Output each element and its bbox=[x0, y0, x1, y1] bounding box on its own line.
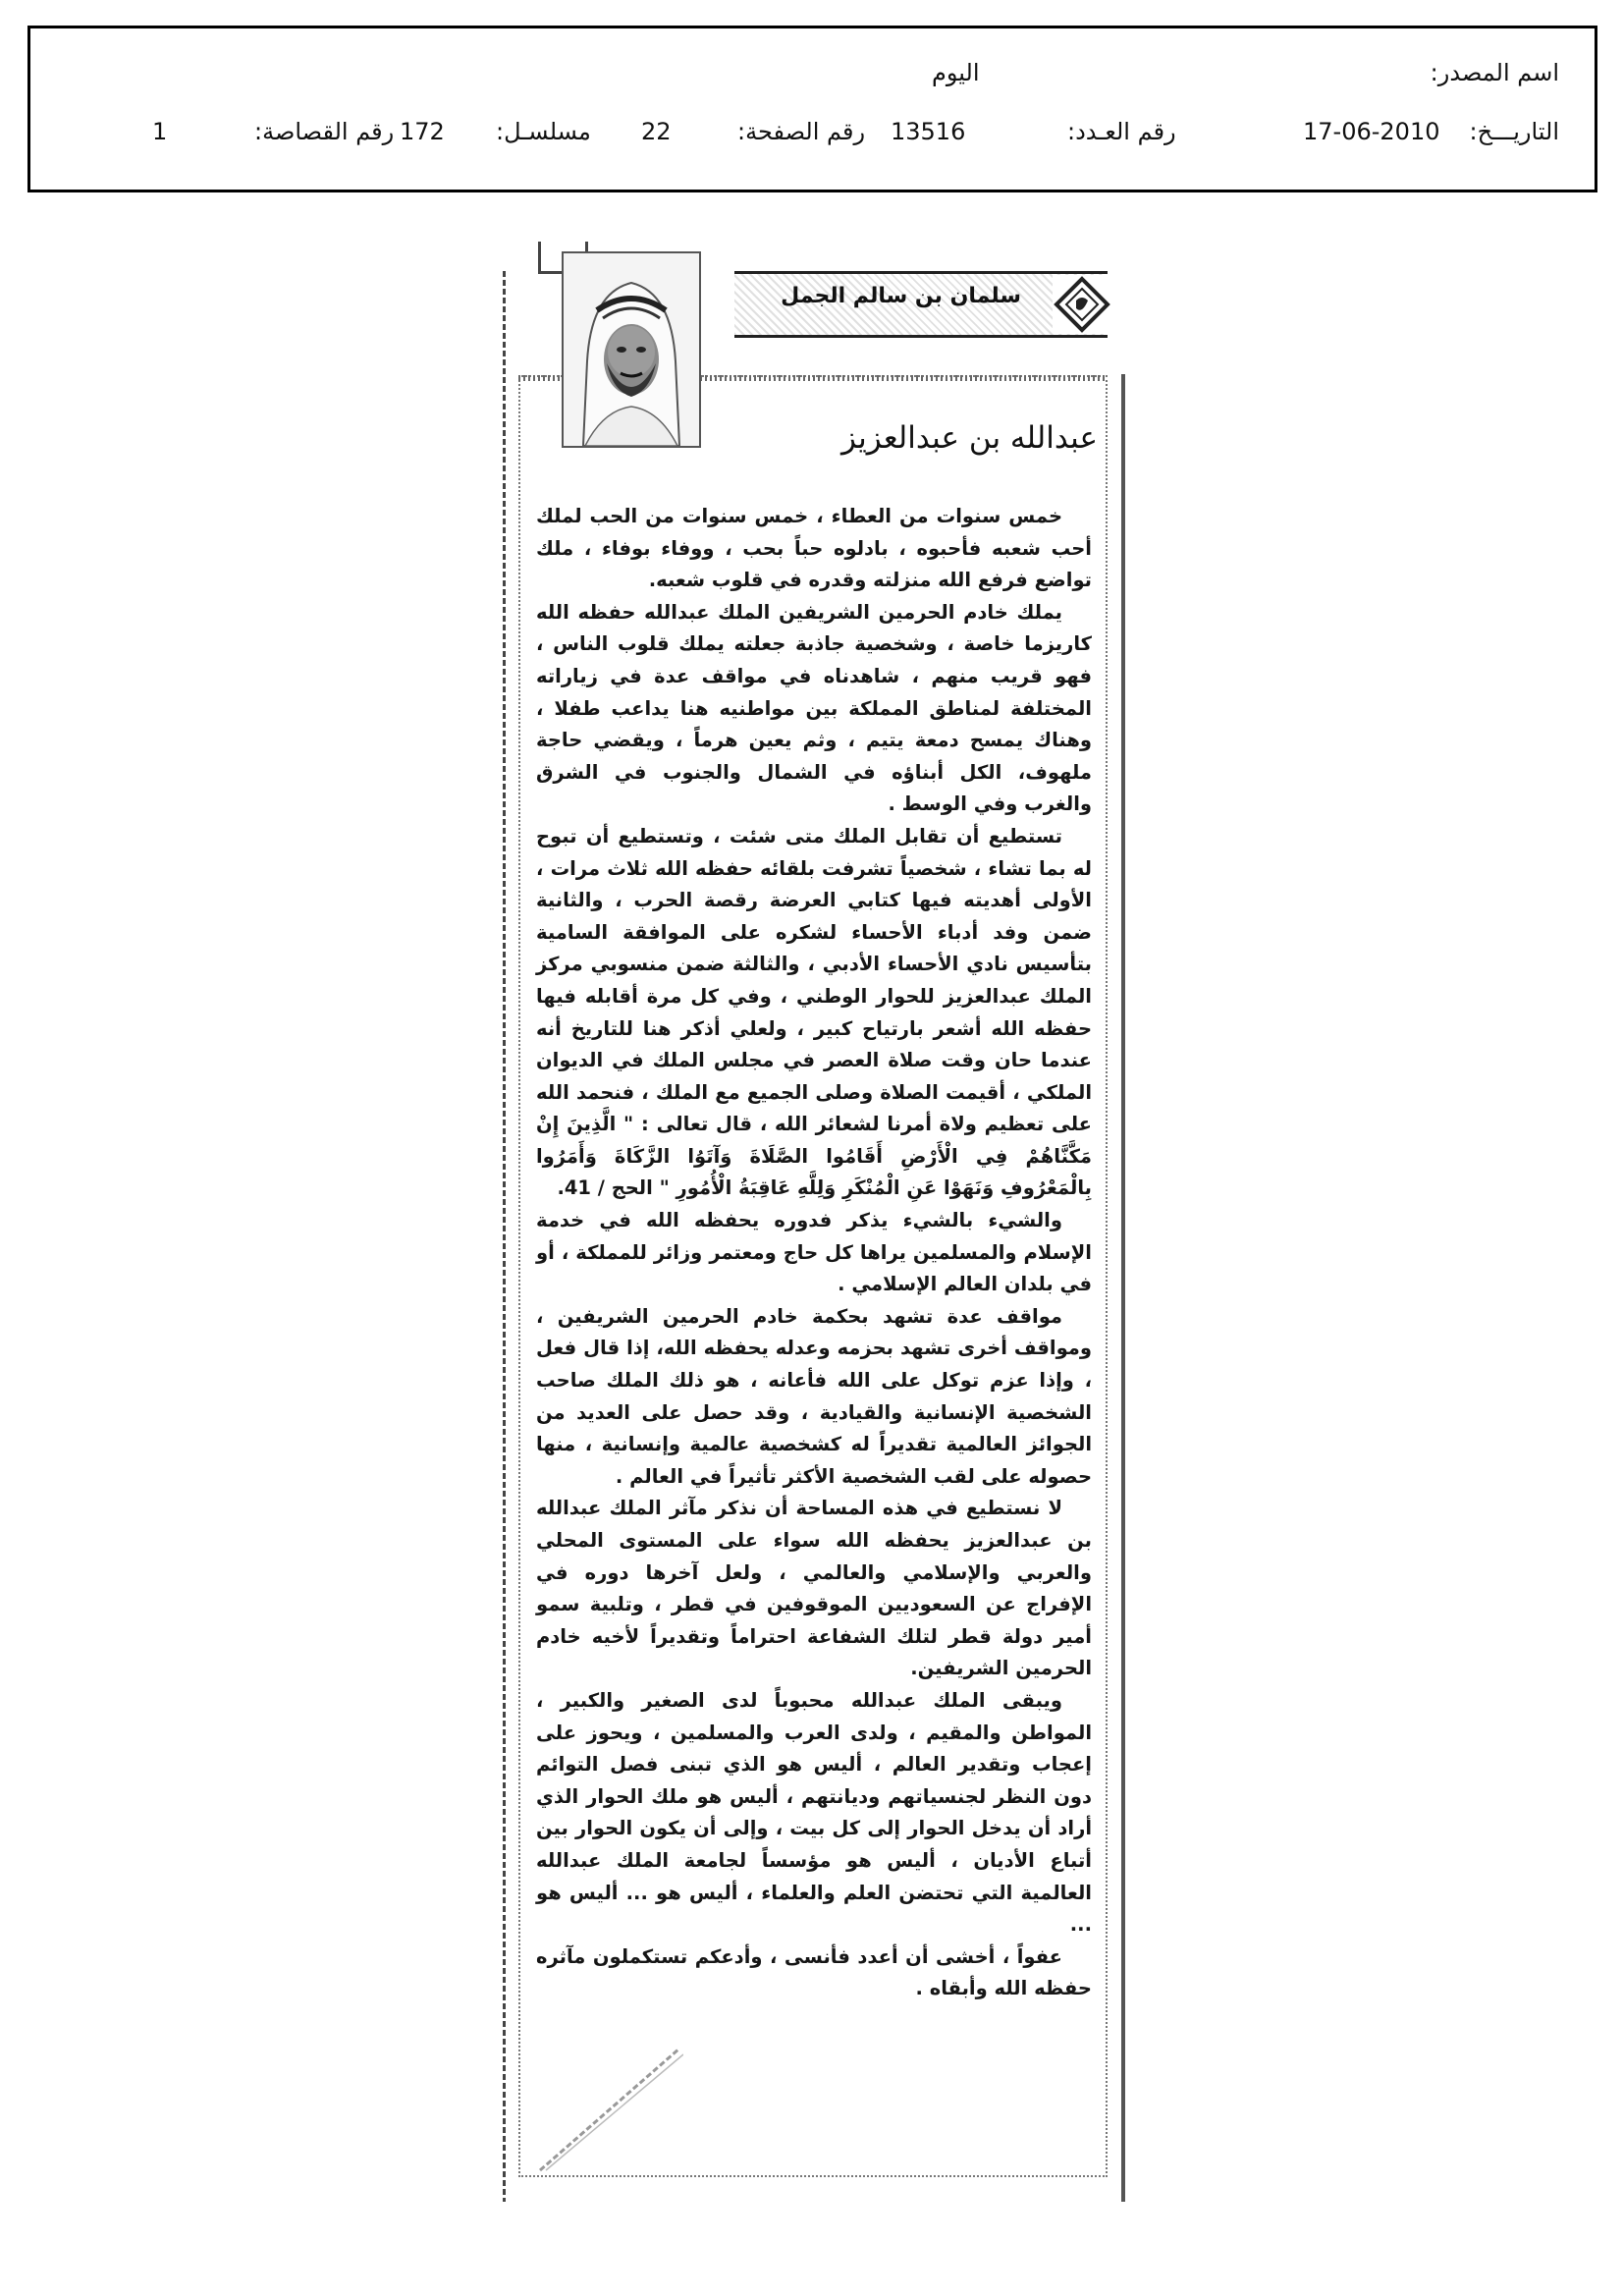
page-label: رقم الصفحة: bbox=[737, 118, 866, 145]
article-paragraph: تستطيع أن تقابل الملك متى شئت ، وتستطيع أن تبوح له بما تشاء ، شخصياً تشرفت بلقائه حفظه الله ثلاث مرات ، الأولى أهديته فيها كتابي العرضة رقصة الحرب ، والثانية ضمن وفد أدباء الأحساء لشكره على الموافقة السامية بتأسيس نادي الأحساء الأدبي ، والثالثة ضمن منسوبي مركز الملك عبدالعزيز للحوار الوطني ، وفي كل مرة أقابله فيها حفظه الله أشعر بارتياح كبير ، ولعلي أذكر هنا للتاريخ أنه عندما حان وقت صلاة العصر في مجلس الملك في الديوان الملكي ، أقيمت الصلاة وصلى الجميع مع الملك ، فنحمد الله على تعظيم ولاة أمرنا لشعائر الله ، قال تعالى : " الَّذِينَ إِنْ مَكَّنَّاهُمْ فِي الْأَرْضِ أَقَامُوا الصَّلَاةَ وَآتَوُا الزَّكَاةَ وَأَمَرُوا بِالْمَعْرُوفِ وَنَهَوْا عَنِ الْمُنْكَرِ وَلِلَّهِ عَاقِبَةُ الْأُمُورِ " الحج / 41. bbox=[536, 824, 1092, 1200]
scan-scratch-mark bbox=[536, 2045, 683, 2172]
clipping-left-edge bbox=[503, 271, 506, 2202]
serial-label: مسلسـل: bbox=[496, 118, 591, 145]
article-paragraph: عفواً ، أخشى أن أعدد فأنسى ، وأدعكم تستكملون مآثره حفظه الله وأبقاه . bbox=[536, 1944, 1092, 2000]
author-name: سلمان بن سالم الجمل bbox=[781, 284, 1021, 308]
article-title: عبدالله بن عبدالعزيز bbox=[841, 420, 1098, 456]
source-value: اليوم bbox=[932, 59, 980, 86]
clipping-right-edge bbox=[1121, 374, 1125, 2202]
date-value: 17-06-2010 bbox=[1303, 118, 1440, 145]
column-logo-icon bbox=[1053, 275, 1111, 334]
author-banner bbox=[734, 271, 1108, 338]
article-paragraph: ويبقى الملك عبدالله محبوباً لدى الصغير والكبير ، المواطن والمقيم ، ولدى العرب والمسلمين ، ويحوز على إعجاب وتقدير العالم ، أليس هو الذي تبنى فصل التوائم دون النظر لجنسياتهم وديانتهم ، أليس هو ملك الحوار الذي أراد أن يدخل الحوار إلى كل بيت ، وإلى أن يكون الحوار بين أتباع الأديان ، أليس هو مؤسساً لجامعة الملك عبدالله العالمية التي تحتضن العلم والعلماء ، أليس هو ... أليس هو ... bbox=[536, 1688, 1092, 1937]
clipping-metadata-header bbox=[27, 26, 1597, 192]
issue-label: رقم العـدد: bbox=[1067, 118, 1176, 145]
article-paragraph: يملك خادم الحرمين الشريفين الملك عبدالله حفظه الله كاريزما خاصة ، وشخصية جاذبة جعلته يملك قلوب الناس ، فهو قريب منهم ، شاهدناه في مواقف عدة في زياراته المختلفة لمناطق المملكة بين مواطنيه هنا يداعب طفلا ، وهناك يمسح دمعة يتيم ، وثم يعين هرماً ، ويقضي حاجة ملهوف، الكل أبناؤه في الشمال والجنوب في الشرق والغرب وفي الوسط . bbox=[536, 600, 1092, 816]
issue-value: 13516 bbox=[891, 118, 966, 145]
author-photo bbox=[562, 251, 701, 448]
clipping-top-edge bbox=[538, 242, 541, 273]
article-body bbox=[536, 501, 1092, 2005]
article-paragraph: لا نستطيع في هذه المساحة أن نذكر مآثر الملك عبدالله بن عبدالعزيز يحفظه الله سواء على المستوى المحلي والعربي والإسلامي والعالمي ، ولعل آخرها دوره في الإفراج عن السعوديين الموقوفين في قطر ، وتلبية سمو أمير دولة قطر لتلك الشفاعة احتراماً وتقديراً لأخيه خادم الحرمين الشريفين. bbox=[536, 1497, 1092, 1680]
article-paragraph: خمس سنوات من العطاء ، خمس سنوات من الحب لملك أحب شعبه فأحبوه ، بادلوه حباً بحب ، ووفاء بوفاء ، ملك تواضع فرفع الله منزلته وقدره في قلوب شعبه. bbox=[536, 505, 1092, 592]
article-paragraph: والشيء بالشيء يذكر فدوره يحفظه الله في خدمة الإسلام والمسلمين يراها كل حاج ومعتمر وزائر للمملكة ، أو في بلدان العالم الإسلامي . bbox=[536, 1209, 1092, 1296]
clip-number-label: رقم القصاصة: bbox=[254, 118, 395, 145]
page-value: 22 bbox=[641, 118, 672, 145]
newspaper-clipping bbox=[503, 242, 1125, 2202]
date-label: التاريـــخ: bbox=[1469, 118, 1559, 145]
article-paragraph: مواقف عدة تشهد بحكمة خادم الحرمين الشريفين ، ومواقف أخرى تشهد بحزمه وعدله يحفظه الله، إذا قال فعل ، وإذا عزم توكل على الله فأعانه ، هو ذلك الملك صاحب الشخصية الإنسانية والقيادية ، وقد حصل على العديد من الجوائز العالمية تقديراً له كشخصية عالمية وإنسانية ، منها حصوله على لقب الشخصية الأكثر تأثيراً في العالم . bbox=[536, 1304, 1092, 1488]
author-portrait-image bbox=[564, 253, 699, 446]
clip-number-value: 1 bbox=[152, 118, 168, 145]
source-label: اسم المصدر: bbox=[1430, 59, 1559, 86]
serial-value: 172 bbox=[400, 118, 445, 145]
